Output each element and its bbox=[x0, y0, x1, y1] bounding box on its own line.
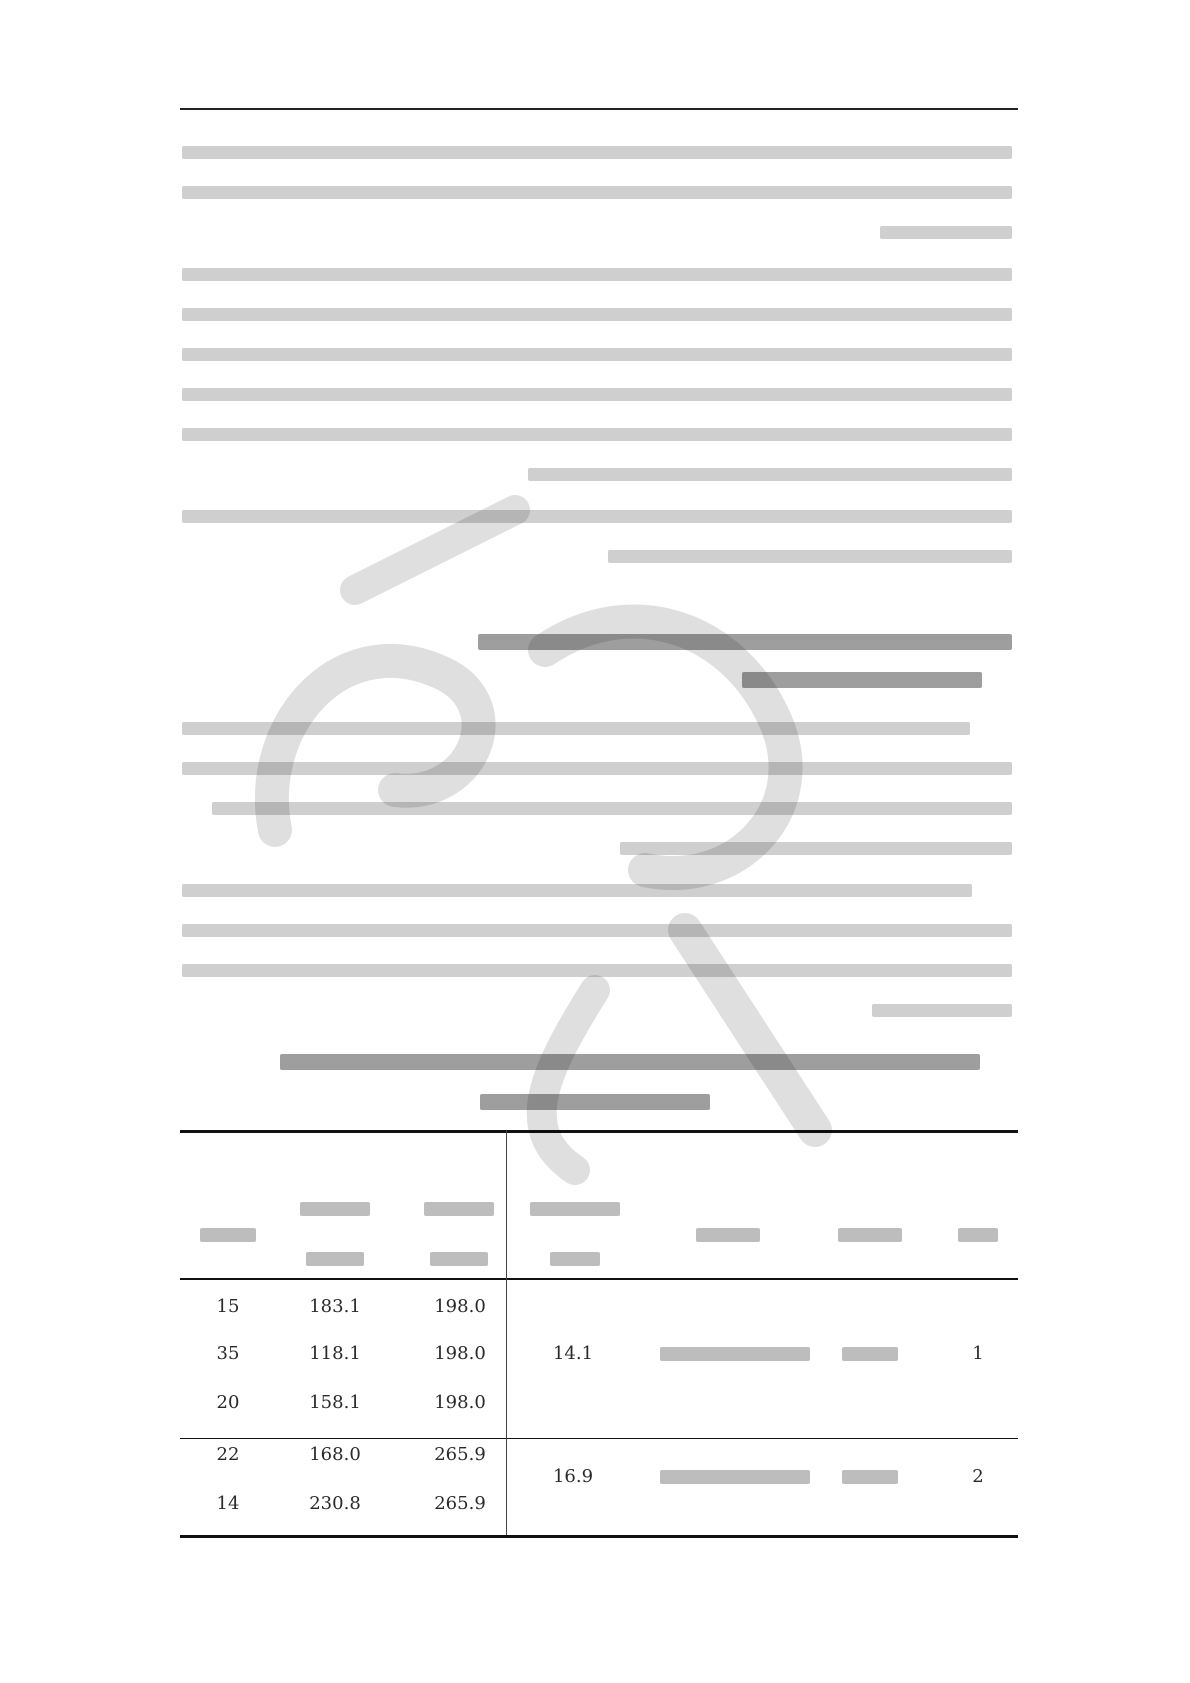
cell-product: 118.1 bbox=[309, 1343, 361, 1364]
text-line bbox=[872, 1004, 1012, 1017]
text-line bbox=[182, 146, 1012, 159]
cell-ce: 22 bbox=[216, 1444, 240, 1465]
header-en-name bbox=[696, 1228, 760, 1242]
cell-precursor: 265.9 bbox=[434, 1493, 486, 1514]
cell-ce: 15 bbox=[216, 1296, 240, 1317]
table-rule-bottom bbox=[180, 1535, 1018, 1538]
rt-column-divider bbox=[506, 1130, 507, 1535]
cell-precursor: 198.0 bbox=[434, 1392, 486, 1413]
cell-precursor: 198.0 bbox=[434, 1343, 486, 1364]
cell-no: 1 bbox=[972, 1343, 984, 1364]
cell-product: 168.0 bbox=[309, 1444, 361, 1465]
cell-product: 158.1 bbox=[309, 1392, 361, 1413]
header-product-unit bbox=[306, 1252, 364, 1266]
watermark bbox=[215, 470, 875, 1190]
cell-precursor: 265.9 bbox=[434, 1444, 486, 1465]
text-line bbox=[182, 186, 1012, 199]
header-ce bbox=[200, 1228, 256, 1242]
cell-cn-name-placeholder bbox=[842, 1470, 898, 1484]
header-precursor bbox=[424, 1202, 494, 1216]
cell-ce: 35 bbox=[216, 1343, 240, 1364]
text-line bbox=[182, 428, 1012, 441]
cell-product: 230.8 bbox=[309, 1493, 361, 1514]
text-line bbox=[182, 348, 1012, 361]
cell-precursor: 198.0 bbox=[434, 1296, 486, 1317]
header-rt bbox=[530, 1202, 620, 1216]
text-line bbox=[182, 388, 1012, 401]
cell-en-name-placeholder bbox=[660, 1347, 810, 1361]
header-no bbox=[958, 1228, 998, 1242]
header-product bbox=[300, 1202, 370, 1216]
cell-en-name-placeholder bbox=[660, 1470, 810, 1484]
header-cn-name bbox=[838, 1228, 902, 1242]
cell-ce: 14 bbox=[216, 1493, 240, 1514]
text-line bbox=[880, 226, 1012, 239]
header-precursor-unit bbox=[430, 1252, 488, 1266]
cell-rt: 16.9 bbox=[552, 1466, 594, 1487]
table-rule-group bbox=[180, 1438, 1018, 1439]
text-line bbox=[182, 268, 1012, 281]
cell-no: 2 bbox=[972, 1466, 984, 1487]
cell-ce: 20 bbox=[216, 1392, 240, 1413]
cell-product: 183.1 bbox=[309, 1296, 361, 1317]
header-rt-unit bbox=[550, 1252, 600, 1266]
header-rule bbox=[180, 108, 1018, 110]
text-line bbox=[182, 308, 1012, 321]
cell-rt: 14.1 bbox=[552, 1343, 594, 1364]
cell-cn-name-placeholder bbox=[842, 1347, 898, 1361]
table-rule-header bbox=[180, 1278, 1018, 1280]
